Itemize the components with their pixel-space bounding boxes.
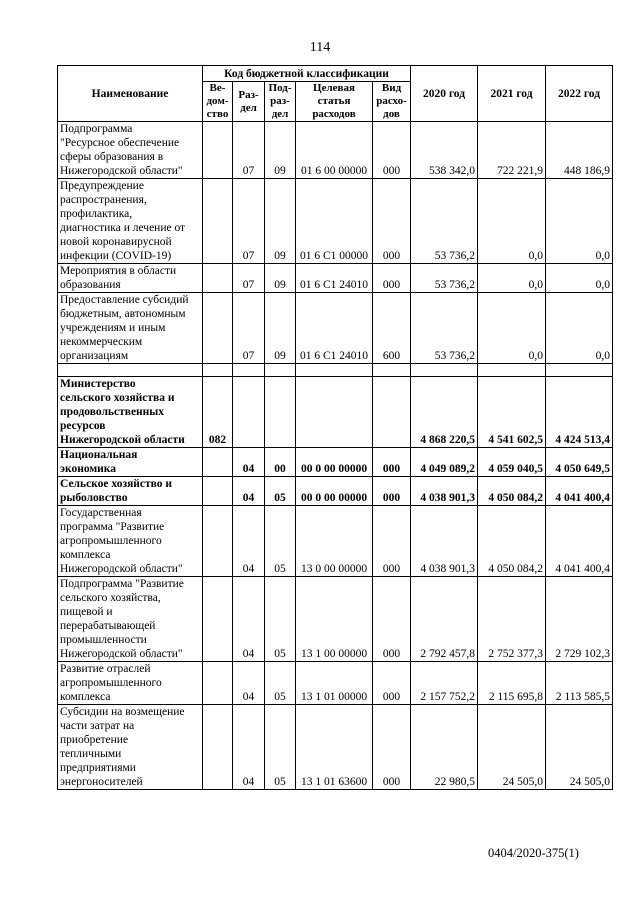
- row-name-line: Субсидии на возмещение: [60, 706, 185, 718]
- table-row: [58, 293, 613, 364]
- amount-2022-cell: 448 186,9: [546, 122, 613, 179]
- header-2020: 2020 год: [411, 66, 478, 122]
- header-budget-classification: Код бюджетной классификации: [203, 66, 411, 82]
- amount-2022-cell: 0,0: [546, 264, 613, 293]
- row-name-line: пищевой и: [60, 606, 113, 618]
- amount-2021-cell: 24 505,0: [478, 705, 546, 790]
- amount-2020-cell: 22 980,5: [411, 705, 478, 790]
- row-name-line: Министерство: [60, 378, 136, 390]
- razdel-cell: 07: [233, 264, 265, 293]
- amount-2021-cell: 2 752 377,3: [478, 577, 546, 662]
- row-name-line: приобретение: [60, 734, 129, 746]
- vedomstvo-cell: [203, 506, 233, 577]
- amount-2022-cell: 4 050 649,5: [546, 448, 613, 477]
- header-podrazdel: Под- раз- дел: [265, 82, 296, 122]
- table-row: [58, 506, 613, 577]
- row-name-line: промышленности: [60, 634, 147, 646]
- row-name-line: энергоносителей: [60, 776, 143, 788]
- row-name-line: программа "Развитие: [60, 521, 165, 533]
- row-name-line: комплекса: [60, 691, 111, 703]
- row-name-line: "Ресурсное обеспечение: [60, 137, 180, 149]
- table-body: [58, 122, 613, 790]
- amount-2020-cell: 4 038 901,3: [411, 506, 478, 577]
- amount-2022-cell: 0,0: [546, 293, 613, 364]
- vid-rashodov-cell: 000: [373, 477, 411, 506]
- podrazdel-cell: 09: [265, 293, 296, 364]
- vedomstvo-cell: [203, 477, 233, 506]
- empty-cell: [203, 364, 233, 377]
- row-name-line: Государственная: [60, 507, 142, 519]
- row-name-line: Подпрограмма: [60, 123, 133, 135]
- row-name-line: продовольственных: [60, 406, 165, 418]
- amount-2021-cell: 0,0: [478, 293, 546, 364]
- empty-cell: [233, 364, 265, 377]
- row-name-line: организациям: [60, 350, 129, 362]
- row-name-line: рыболовство: [60, 492, 128, 504]
- vid-rashodov-cell: [373, 377, 411, 448]
- vedomstvo-cell: [203, 705, 233, 790]
- amount-2020-cell: 53 736,2: [411, 179, 478, 264]
- table-row: [58, 577, 613, 662]
- podrazdel-cell: 05: [265, 477, 296, 506]
- razdel-cell: 04: [233, 477, 265, 506]
- row-name-cell: [58, 377, 203, 448]
- header-name: Наименование: [58, 66, 203, 122]
- podrazdel-cell: 05: [265, 662, 296, 705]
- amount-2021-cell: 722 221,9: [478, 122, 546, 179]
- row-name-line: части затрат на: [60, 720, 135, 732]
- vid-rashodov-cell: 000: [373, 122, 411, 179]
- row-name-line: Мероприятия в области: [60, 265, 177, 277]
- row-name-line: экономика: [60, 463, 117, 475]
- vid-rashodov-cell: 000: [373, 577, 411, 662]
- podrazdel-cell: [265, 377, 296, 448]
- amount-2021-cell: 2 115 695,8: [478, 662, 546, 705]
- vedomstvo-cell: [203, 293, 233, 364]
- row-name-cell: [58, 122, 203, 179]
- vedomstvo-cell: [203, 448, 233, 477]
- row-name-line: Нижегородской области": [60, 648, 183, 660]
- row-name-line: Сельское хозяйство и: [60, 478, 173, 490]
- row-name-line: Нижегородской области: [60, 434, 185, 446]
- row-name-line: некоммерческим: [60, 336, 143, 348]
- empty-cell: [296, 364, 373, 377]
- row-name-line: комплекса: [60, 549, 111, 561]
- amount-2022-cell: 4 424 513,4: [546, 377, 613, 448]
- vid-rashodov-cell: 000: [373, 179, 411, 264]
- empty-cell: [478, 364, 546, 377]
- celevaya-statya-cell: 13 0 00 00000: [296, 506, 373, 577]
- row-name-line: Подпрограмма "Развитие: [60, 578, 184, 590]
- row-name-cell: [58, 662, 203, 705]
- empty-cell: [265, 364, 296, 377]
- razdel-cell: 04: [233, 705, 265, 790]
- budget-table: [57, 65, 613, 790]
- row-name-line: Развитие отраслей: [60, 663, 151, 675]
- row-name-cell: [58, 448, 203, 477]
- row-name-line: Национальная: [60, 449, 138, 461]
- vid-rashodov-cell: 000: [373, 448, 411, 477]
- amount-2021-cell: 4 050 084,2: [478, 506, 546, 577]
- spacer-row: [58, 364, 613, 377]
- header-vid-rashodov: Вид расхо- дов: [373, 82, 411, 122]
- amount-2020-cell: 53 736,2: [411, 264, 478, 293]
- celevaya-statya-cell: 01 6 С1 24010: [296, 264, 373, 293]
- podrazdel-cell: 09: [265, 264, 296, 293]
- celevaya-statya-cell: 00 0 00 00000: [296, 448, 373, 477]
- celevaya-statya-cell: 13 1 00 00000: [296, 577, 373, 662]
- razdel-cell: 07: [233, 179, 265, 264]
- row-name-line: новой коронавирусной: [60, 236, 172, 248]
- row-name-line: агропромышленного: [60, 535, 162, 547]
- celevaya-statya-cell: 00 0 00 00000: [296, 477, 373, 506]
- amount-2021-cell: 0,0: [478, 179, 546, 264]
- row-name-line: образования: [60, 279, 121, 291]
- empty-cell: [411, 364, 478, 377]
- amount-2020-cell: 53 736,2: [411, 293, 478, 364]
- amount-2021-cell: 0,0: [478, 264, 546, 293]
- vid-rashodov-cell: 000: [373, 662, 411, 705]
- podrazdel-cell: 05: [265, 577, 296, 662]
- vedomstvo-cell: [203, 662, 233, 705]
- row-name-line: ресурсов: [60, 420, 106, 432]
- row-name-line: перерабатывающей: [60, 620, 156, 632]
- razdel-cell: 07: [233, 293, 265, 364]
- row-name-cell: [58, 293, 203, 364]
- celevaya-statya-cell: 01 6 С1 00000: [296, 179, 373, 264]
- podrazdel-cell: 09: [265, 122, 296, 179]
- table-row: [58, 448, 613, 477]
- celevaya-statya-cell: 01 6 С1 24010: [296, 293, 373, 364]
- empty-cell: [546, 364, 613, 377]
- podrazdel-cell: 05: [265, 705, 296, 790]
- row-name-cell: [58, 506, 203, 577]
- vedomstvo-cell: [203, 122, 233, 179]
- page-number: 114: [309, 40, 331, 55]
- table-row: [58, 705, 613, 790]
- row-name-line: сферы образования в: [60, 151, 164, 163]
- razdel-cell: 04: [233, 662, 265, 705]
- razdel-cell: 04: [233, 506, 265, 577]
- row-name-line: Предоставление субсидий: [60, 294, 189, 306]
- amount-2022-cell: 0,0: [546, 179, 613, 264]
- row-name-line: профилактика,: [60, 208, 133, 220]
- row-name-line: тепличными: [60, 748, 122, 760]
- amount-2021-cell: 4 059 040,5: [478, 448, 546, 477]
- row-name-line: распространения,: [60, 194, 147, 206]
- row-name-cell: [58, 264, 203, 293]
- row-name-line: бюджетным, автономным: [60, 308, 186, 320]
- amount-2022-cell: 2 113 585,5: [546, 662, 613, 705]
- table-row: [58, 122, 613, 179]
- amount-2020-cell: 2 157 752,2: [411, 662, 478, 705]
- vid-rashodov-cell: 000: [373, 264, 411, 293]
- empty-cell: [373, 364, 411, 377]
- row-name-cell: [58, 477, 203, 506]
- podrazdel-cell: 00: [265, 448, 296, 477]
- amount-2020-cell: 4 868 220,5: [411, 377, 478, 448]
- row-name-cell: [58, 577, 203, 662]
- empty-cell: [58, 364, 203, 377]
- row-name-line: предприятиями: [60, 762, 136, 774]
- table-row: [58, 264, 613, 293]
- amount-2021-cell: 4 541 602,5: [478, 377, 546, 448]
- row-name-cell: [58, 705, 203, 790]
- table-row: [58, 377, 613, 448]
- celevaya-statya-cell: [296, 377, 373, 448]
- header-celevaya-statya: Целевая статья расходов: [296, 82, 373, 122]
- header-2021: 2021 год: [478, 66, 546, 122]
- amount-2022-cell: 4 041 400,4: [546, 506, 613, 577]
- vedomstvo-cell: 082: [203, 377, 233, 448]
- vedomstvo-cell: [203, 179, 233, 264]
- razdel-cell: 07: [233, 122, 265, 179]
- row-name-line: Предупреждение: [60, 180, 144, 192]
- table-row: [58, 179, 613, 264]
- row-name-line: Нижегородской области": [60, 563, 183, 575]
- row-name-line: сельского хозяйства и: [60, 392, 175, 404]
- row-name-cell: [58, 179, 203, 264]
- header-vedomstvo: Ве- дом- ство: [203, 82, 233, 122]
- header-2022: 2022 год: [546, 66, 613, 122]
- amount-2020-cell: 4 038 901,3: [411, 477, 478, 506]
- razdel-cell: 04: [233, 448, 265, 477]
- row-name-line: сельского хозяйства,: [60, 592, 161, 604]
- vid-rashodov-cell: 000: [373, 506, 411, 577]
- row-name-line: диагностика и лечение от: [60, 222, 186, 234]
- row-name-line: агропромышленного: [60, 677, 162, 689]
- amount-2020-cell: 2 792 457,8: [411, 577, 478, 662]
- celevaya-statya-cell: 01 6 00 00000: [296, 122, 373, 179]
- table-row: [58, 477, 613, 506]
- table-row: [58, 662, 613, 705]
- row-name-line: учреждениям и иным: [60, 322, 166, 334]
- row-name-line: Нижегородской области": [60, 165, 183, 177]
- amount-2022-cell: 2 729 102,3: [546, 577, 613, 662]
- podrazdel-cell: 05: [265, 506, 296, 577]
- amount-2021-cell: 4 050 084,2: [478, 477, 546, 506]
- celevaya-statya-cell: 13 1 01 63600: [296, 705, 373, 790]
- podrazdel-cell: 09: [265, 179, 296, 264]
- header-razdel: Раз- дел: [233, 82, 265, 122]
- vedomstvo-cell: [203, 264, 233, 293]
- amount-2022-cell: 4 041 400,4: [546, 477, 613, 506]
- celevaya-statya-cell: 13 1 01 00000: [296, 662, 373, 705]
- document-code: 0404/2020-375(1): [488, 846, 579, 860]
- amount-2020-cell: 4 049 089,2: [411, 448, 478, 477]
- amount-2020-cell: 538 342,0: [411, 122, 478, 179]
- razdel-cell: [233, 377, 265, 448]
- row-name-line: инфекции (COVID-19): [60, 250, 172, 262]
- vid-rashodov-cell: 000: [373, 705, 411, 790]
- razdel-cell: 04: [233, 577, 265, 662]
- vid-rashodov-cell: 600: [373, 293, 411, 364]
- vedomstvo-cell: [203, 577, 233, 662]
- amount-2022-cell: 24 505,0: [546, 705, 613, 790]
